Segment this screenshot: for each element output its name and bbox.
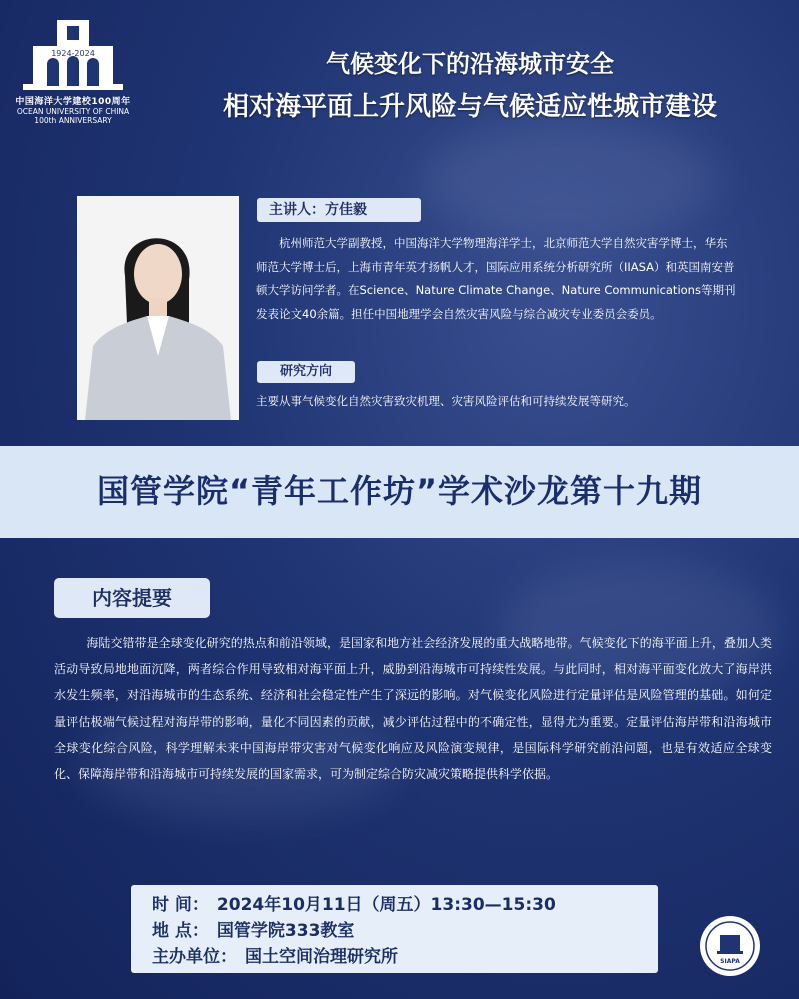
host-row: [152, 942, 398, 967]
research-label: 研究方向: [257, 361, 355, 383]
institute-seal-icon: [699, 915, 761, 977]
person-icon: [77, 196, 239, 420]
time-row: [152, 890, 556, 915]
time-label: 时 间：: [152, 895, 209, 915]
speaker-photo: [77, 196, 239, 420]
svg-text:1924-2024: 1924-2024: [51, 49, 95, 58]
abstract-text: 海陆交错带是全球变化研究的热点和前沿领域，是国家和地方社会经济发展的重大战略地带。气候变化下的海平面上升，叠加人类活动导致局地地面沉降，两者综合作用导致相对海平面上升，威胁到沿海城市可持续性发展。与此同时，相对海平面变化放大了海岸洪水发生频率，对沿海城市的生态系统、经济和社会稳定性产生了深远的影响。对气候变化风险进行定量评估是风险管理的基础。如何定量评估极端气候过程对海岸带的影响，量化不同因素的贡献，减少评估过程中的不确定性，显得尤为重要。定量评估海岸带和沿海城市全球变化综合风险，科学理解未来中国海岸带灾害对气候变化响应及风险演变规律，是国际科学研究前沿问题，也是有效适应全球变化、保障海岸带和沿海城市可持续发展的国家需求，可为制定综合防灾减灾策略提供科学依据。: [54, 636, 772, 782]
institute-logo: [699, 915, 761, 977]
svg-text:SIAPA: SIAPA: [720, 958, 740, 965]
building-icon: [13, 14, 133, 92]
speaker-bio: 杭州师范大学副教授，中国海洋大学物理海洋学士，北京师范大学自然灾害学博士，华东师范大学博士后，上海市青年英才扬帆人才，国际应用系统分析研究所（IIASA）和英国南安普顿大学访问学者。在Science、Nature Climate Change、Nature Communications等期刊发表论文40余篇。担任中国地理学会自然灾害风险与综合减灾专业委员会委员。: [256, 236, 736, 321]
host-value: 国土空间治理研究所: [245, 947, 398, 967]
place-value: 国管学院333教室: [216, 921, 355, 941]
place-row: [152, 916, 354, 941]
banner-title: 国管学院“青年工作坊”学术沙龙第十九期: [96, 472, 703, 510]
host-label: 主办单位：: [152, 947, 237, 967]
abstract-label: 内容提要: [54, 578, 210, 618]
time-value: 2024年10月11日（周五）13:30—15:30: [216, 895, 556, 915]
cloud-decoration: [420, 120, 720, 240]
speaker-label: 主讲人：方佳毅: [257, 198, 421, 222]
anniversary-logo: [8, 14, 138, 125]
research-text: 主要从事气候变化自然灾害致灾机理、灾害风险评估和可持续发展等研究。: [256, 394, 636, 408]
title-line-1: 气候变化下的沿海城市安全: [326, 50, 614, 78]
logo-text-en: OCEAN UNIVERSITY OF CHINA: [16, 107, 130, 116]
logo-text-cn: 中国海洋大学建校100周年: [15, 97, 131, 107]
title-line-2: 相对海平面上升风险与气候适应性城市建设: [222, 92, 717, 122]
logo-text-anniversary: 100th ANNIVERSARY: [34, 116, 112, 125]
place-label: 地 点：: [152, 921, 209, 941]
